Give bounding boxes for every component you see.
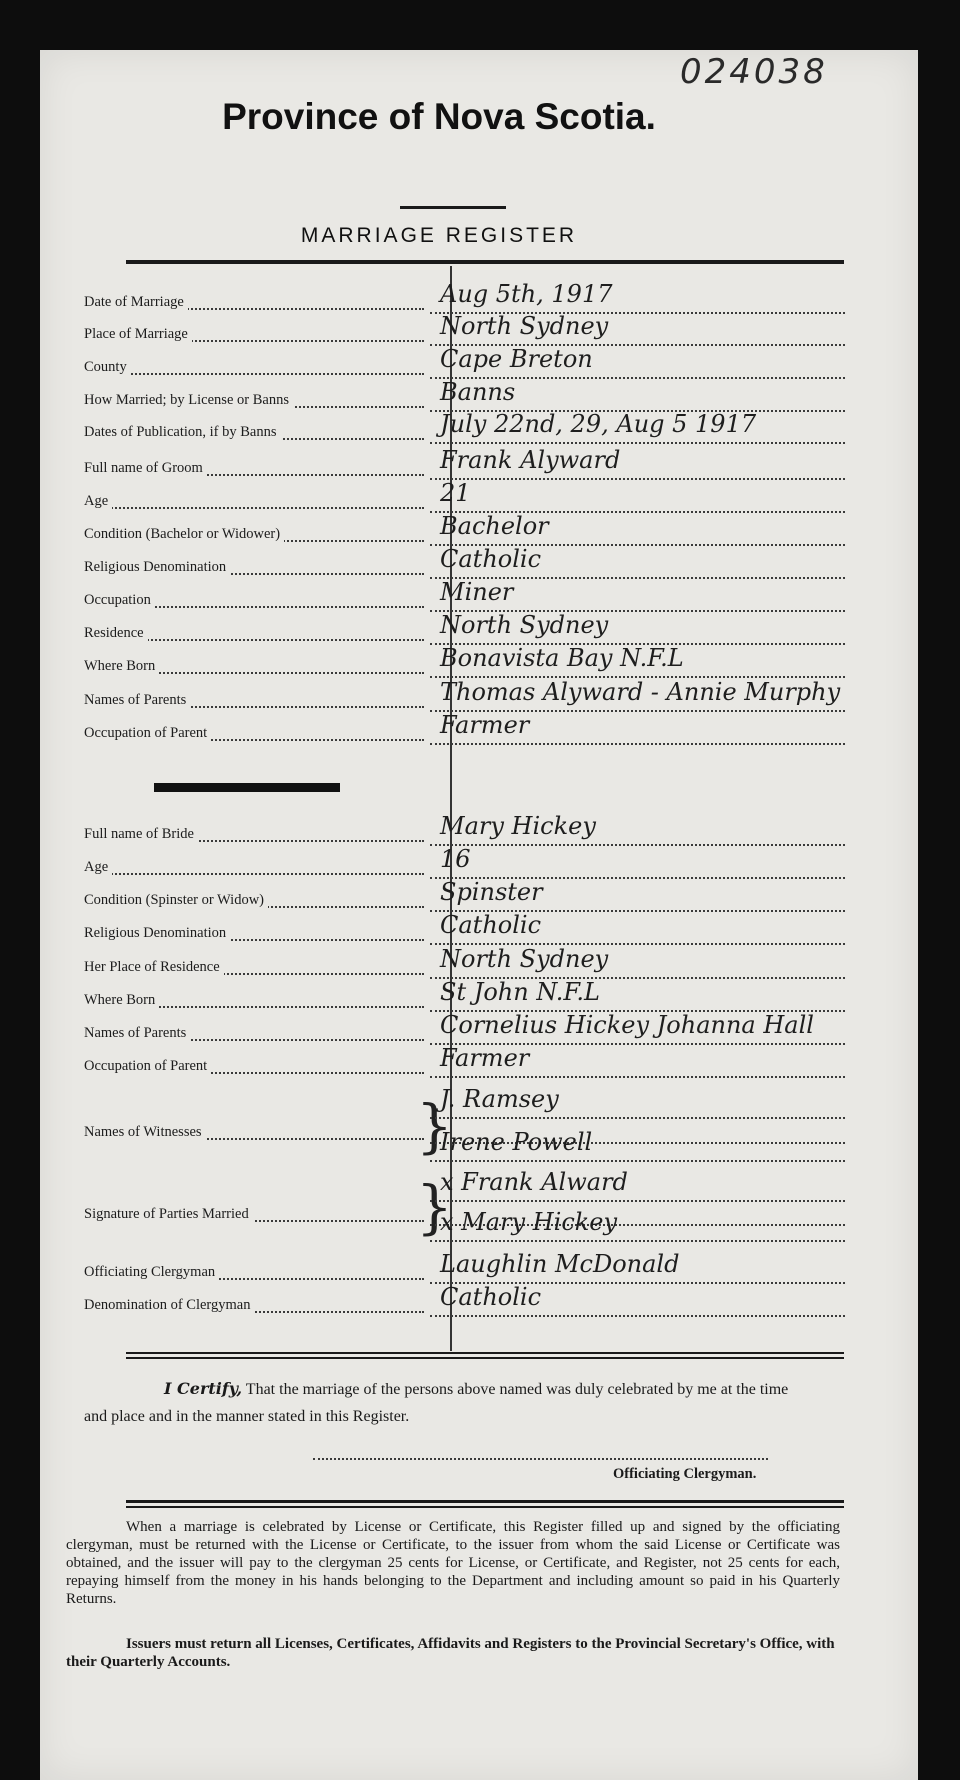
- return-notice: Issuers must return all Licenses, Certificates, Affidavits and Registers to the Provincial Secretary's Office, with their Quarterly Accounts.: [66, 1636, 835, 1670]
- value-dotted-line: [430, 1117, 845, 1119]
- field-groom-4: [84, 588, 424, 618]
- field-marriage-2: [84, 355, 424, 385]
- field-label: Her Place of Residence: [84, 959, 224, 976]
- field-value-groom-4: Miner: [440, 578, 514, 606]
- field-label: Full name of Groom: [84, 460, 207, 477]
- field-value-groom-2: Bachelor: [440, 512, 549, 540]
- field-value-clergy-0: Laughlin McDonald: [440, 1250, 680, 1278]
- title-underline: [400, 206, 506, 209]
- label-leader-dots: [84, 373, 424, 375]
- field-bride-6: [84, 1021, 424, 1051]
- field-value-groom-8: Farmer: [440, 711, 530, 739]
- field-label: Names of Parents: [84, 692, 190, 709]
- field-label: Occupation: [84, 592, 155, 609]
- field-label: Condition (Spinster or Widow): [84, 892, 268, 909]
- signatures-brace: }: [416, 1173, 453, 1241]
- field-value-bride-2: Spinster: [440, 878, 543, 906]
- field-label: Residence: [84, 625, 148, 642]
- field-label: Occupation of Parent: [84, 725, 211, 742]
- field-bride-3: [84, 921, 424, 951]
- field-label: How Married; by License or Banns: [84, 392, 293, 409]
- field-clergy-1: [84, 1293, 424, 1323]
- field-label: Date of Marriage: [84, 294, 188, 311]
- field-value-marriage-4: July 22nd, 29, Aug 5 1917: [440, 410, 757, 438]
- field-label: Age: [84, 493, 112, 510]
- field-clergy-0: [84, 1260, 424, 1290]
- field-value-bride-3: Catholic: [440, 911, 542, 939]
- field-value-groom-6: Bonavista Bay N.F.L: [440, 644, 684, 672]
- field-label: Religious Denomination: [84, 559, 230, 576]
- page-title: Province of Nova Scotia.: [222, 96, 656, 137]
- certificate-rule-top: [126, 1352, 844, 1354]
- document-number: 024038: [680, 52, 828, 92]
- field-label: Denomination of Clergyman: [84, 1297, 254, 1314]
- field-label: Religious Denomination: [84, 925, 230, 942]
- field-label: Officiating Clergyman: [84, 1264, 219, 1281]
- certificate-lead: I Certify,: [164, 1379, 243, 1398]
- field-bride-7: [84, 1054, 424, 1084]
- field-label: Place of Marriage: [84, 326, 192, 343]
- field-label: Age: [84, 859, 112, 876]
- field-value-groom-5: North Sydney: [440, 611, 609, 639]
- field-value-bride-5: St John N.F.L: [440, 978, 600, 1006]
- field-marriage-3: [84, 388, 424, 418]
- field-groom-3: [84, 555, 424, 585]
- field-label: Names of Witnesses: [84, 1124, 206, 1141]
- field-value-groom-1: 21: [440, 479, 471, 507]
- field-value-bride-4: North Sydney: [440, 945, 609, 973]
- field-signatures: [84, 1202, 424, 1232]
- field-marriage-4: [84, 420, 424, 450]
- field-value-groom-0: Frank Alyward: [440, 446, 621, 474]
- field-value-marriage-3: Banns: [440, 378, 516, 406]
- value-dotted-line: [430, 442, 845, 444]
- field-label: Where Born: [84, 992, 159, 1009]
- field-groom-6: [84, 654, 424, 684]
- field-groom-0: [84, 456, 424, 486]
- value-dotted-line: [430, 1240, 845, 1242]
- header-rule: [126, 260, 844, 264]
- page-subtitle: MARRIAGE REGISTER: [300, 224, 578, 247]
- value-dotted-line: [430, 1315, 845, 1317]
- value-dotted-line: [430, 1200, 845, 1202]
- field-groom-2: [84, 522, 424, 552]
- field-label: Occupation of Parent: [84, 1058, 211, 1075]
- party-signature: x Frank Alward: [440, 1168, 628, 1196]
- value-dotted-line: [430, 1076, 845, 1078]
- field-marriage-0: [84, 290, 424, 320]
- field-value-bride-0: Mary Hickey: [440, 812, 596, 840]
- certificate-text: That the marriage of the persons above named was duly celebrated by me at the time and place and in the manner stated in this Register.: [84, 1381, 789, 1425]
- witness-name: J. Ramsey: [440, 1085, 559, 1113]
- clergy-signature-caption: Officiating Clergyman.: [613, 1466, 757, 1482]
- field-value-marriage-2: Cape Breton: [440, 345, 593, 373]
- notes-rule-bottom: [126, 1506, 844, 1508]
- field-bride-4: [84, 955, 424, 985]
- field-groom-7: [84, 688, 424, 718]
- groom-bride-divider: [154, 783, 340, 792]
- field-label: Where Born: [84, 658, 159, 675]
- field-label: County: [84, 359, 131, 376]
- value-dotted-line: [430, 1160, 845, 1162]
- witnesses-brace: }: [416, 1092, 453, 1160]
- value-dotted-line: [430, 743, 845, 745]
- certificate-rule-bottom: [126, 1357, 844, 1359]
- field-marriage-1: [84, 322, 424, 352]
- notes-rule-top: [126, 1500, 844, 1503]
- field-groom-8: [84, 721, 424, 751]
- field-value-bride-1: 16: [440, 845, 471, 873]
- field-bride-1: [84, 855, 424, 885]
- label-leader-dots: [84, 873, 424, 875]
- field-value-groom-3: Catholic: [440, 545, 542, 573]
- witness-name: Irene Powell: [440, 1128, 593, 1156]
- instructions-note: When a marriage is celebrated by License or Certificate, this Register filled up and signed by the officiating clergyman, must be returned with the License or Certificate, to the issuer from whom the said License or Certificate was obtained, and the issuer will pay to the clergyman 25 cents for License, or Certificate, and Register, not 25 cents for each, repaying himself from the money in his hands belonging to the Department and including amount so paid in his Quarterly Returns.: [66, 1519, 840, 1607]
- party-signature: x Mary Hickey: [440, 1208, 618, 1236]
- field-value-bride-6: Cornelius Hickey Johanna Hall: [440, 1011, 814, 1039]
- field-value-groom-7: Thomas Alyward - Annie Murphy: [440, 678, 841, 706]
- field-label: Dates of Publication, if by Banns: [84, 424, 281, 441]
- field-value-clergy-1: Catholic: [440, 1283, 542, 1311]
- certificate-statement: [84, 1375, 814, 1430]
- field-label: Full name of Bride: [84, 826, 198, 843]
- field-value-bride-7: Farmer: [440, 1044, 530, 1072]
- field-bride-5: [84, 988, 424, 1018]
- field-groom-5: [84, 621, 424, 651]
- field-value-marriage-1: North Sydney: [440, 312, 609, 340]
- field-bride-2: [84, 888, 424, 918]
- field-bride-0: [84, 822, 424, 852]
- field-label: Signature of Parties Married: [84, 1206, 253, 1223]
- field-groom-1: [84, 489, 424, 519]
- field-label: Condition (Bachelor or Widower): [84, 526, 284, 543]
- clergy-signature-line: [313, 1448, 768, 1460]
- field-label: Names of Parents: [84, 1025, 190, 1042]
- field-value-marriage-0: Aug 5th, 1917: [440, 280, 613, 308]
- field-witnesses: [84, 1120, 424, 1150]
- label-leader-dots: [84, 507, 424, 509]
